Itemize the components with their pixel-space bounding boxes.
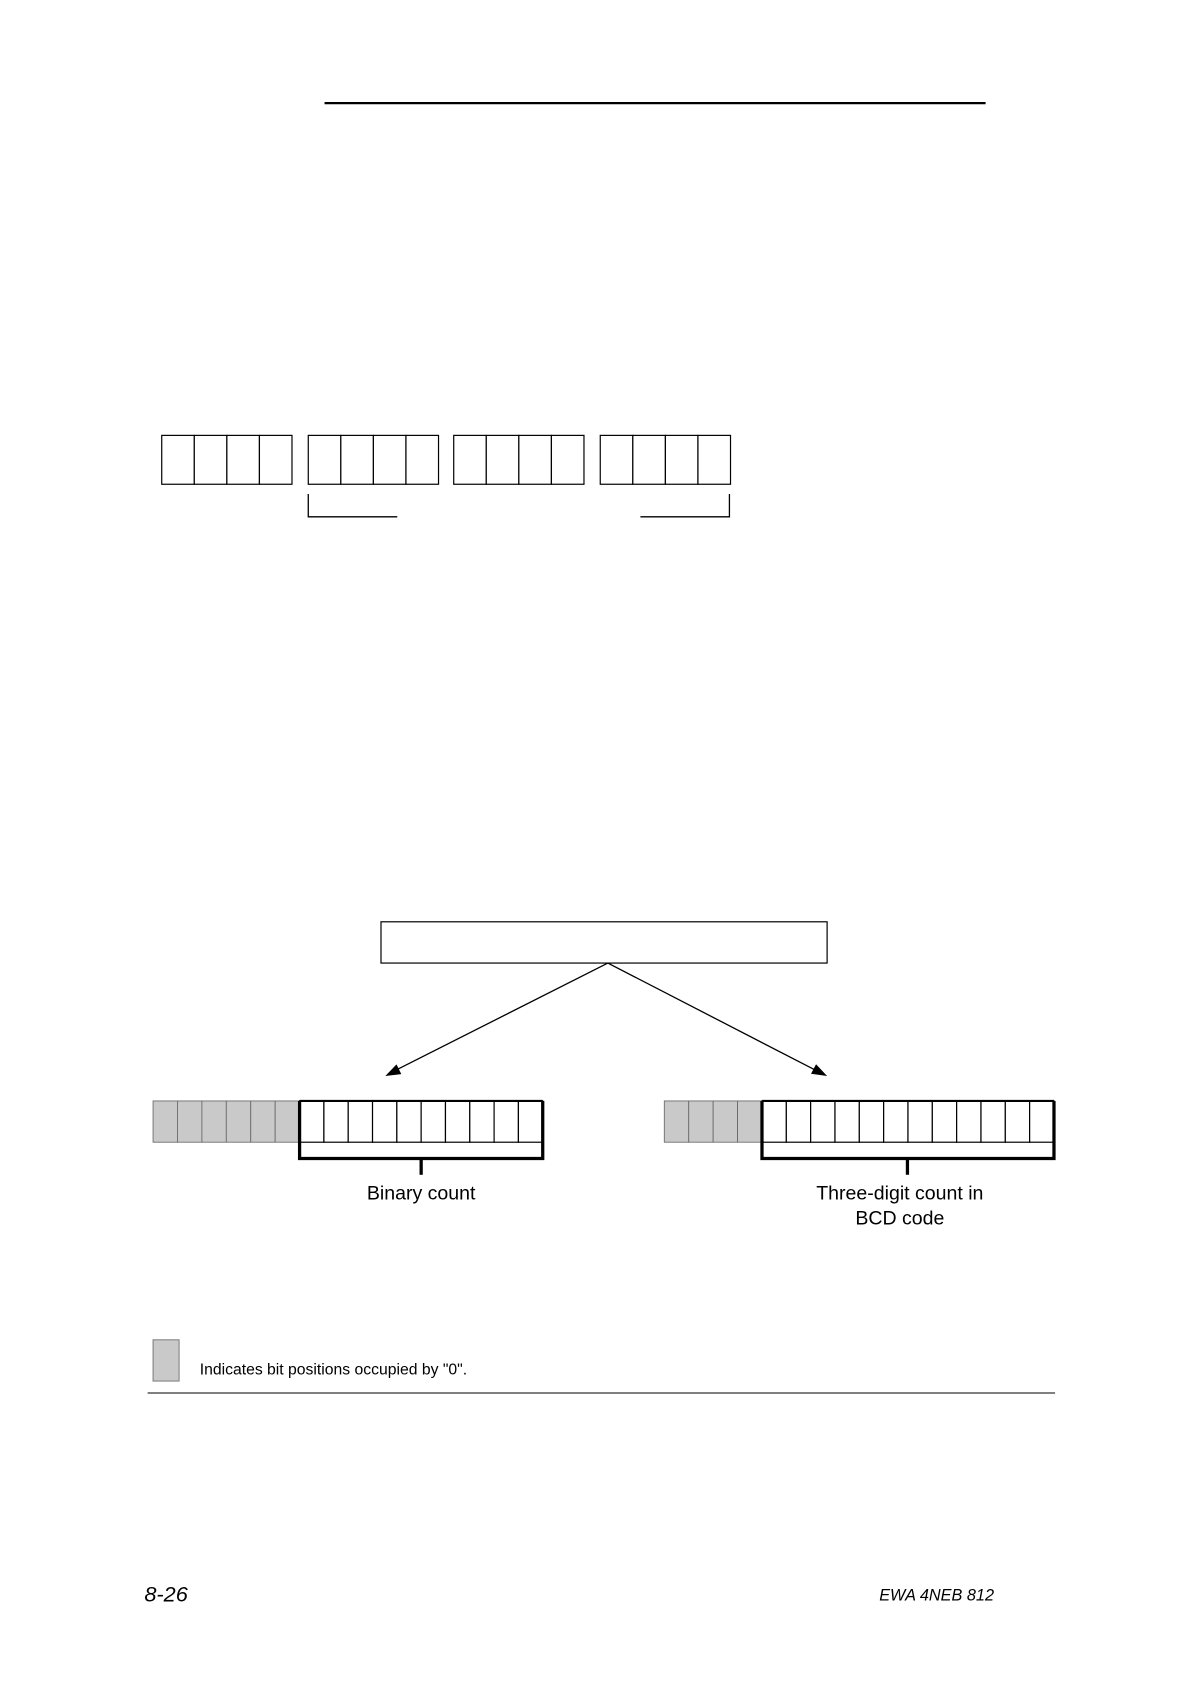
binary-zero-bit-cell — [153, 1101, 177, 1142]
bcd-value-bit-cell — [932, 1101, 956, 1142]
bcd-register — [664, 1101, 1054, 1142]
bcd-value-bit-cell — [1005, 1101, 1029, 1142]
legend-text: Indicates bit positions occupied by "0". — [199, 1361, 468, 1379]
bcd-value-bit-cell — [884, 1101, 908, 1142]
binary-value-bit-cell — [300, 1101, 324, 1142]
legend-zero-swatch — [153, 1340, 179, 1381]
binary-register — [153, 1101, 543, 1142]
binary-value-bit-cell — [470, 1101, 494, 1142]
top-word-bit-cell — [551, 435, 584, 484]
top-word-bit-cell — [162, 435, 195, 484]
bcd-value-bit-cell — [811, 1101, 835, 1142]
top-word-bit-cell — [406, 435, 439, 484]
binary-zero-bit-cell — [251, 1101, 275, 1142]
bcd-value-bit-cell — [786, 1101, 810, 1142]
binary-value-bit-cell — [518, 1101, 542, 1142]
source-word-box — [381, 922, 827, 963]
arrow-to-binary-head — [385, 1064, 401, 1076]
binary-value-bit-cell — [494, 1101, 518, 1142]
binary-value-bit-cell — [421, 1101, 445, 1142]
document-id: EWA 4NEB 812 — [879, 1586, 995, 1605]
top-word-bit-cell — [227, 435, 260, 484]
arrow-to-binary-line — [397, 963, 608, 1069]
bcd-value-bit-cell — [981, 1101, 1005, 1142]
binary-value-bit-cell — [373, 1101, 397, 1142]
bcd-value-bit-cell — [762, 1101, 786, 1142]
top-word-bit-cell — [633, 435, 666, 484]
binary-count-label: Binary count — [366, 1182, 476, 1205]
binary-value-bit-cell — [348, 1101, 372, 1142]
bcd-value-bit-cell — [957, 1101, 981, 1142]
arrow-to-bcd-line — [608, 963, 814, 1069]
binary-zero-bit-cell — [177, 1101, 201, 1142]
bcd-value-bit-cell — [908, 1101, 932, 1142]
top-word-bit-cell — [600, 435, 633, 484]
bcd-zero-bit-cell — [713, 1101, 737, 1142]
top-word-bit-cell — [486, 435, 519, 484]
bcd-zero-bit-cell — [689, 1101, 713, 1142]
top-word-bit-cell — [698, 435, 731, 484]
binary-value-bit-cell — [397, 1101, 421, 1142]
binary-value-bit-cell — [445, 1101, 469, 1142]
bcd-zero-bit-cell — [664, 1101, 688, 1142]
top-word-bit-cell — [373, 435, 406, 484]
top-word-bit-cell — [308, 435, 341, 484]
bcd-value-bit-cell — [835, 1101, 859, 1142]
top-word-bit-cell — [341, 435, 374, 484]
bcd-value-bit-cell — [1030, 1101, 1054, 1142]
binary-zero-bit-cell — [275, 1101, 299, 1142]
binary-zero-bit-cell — [226, 1101, 250, 1142]
top-word-bit-cell — [259, 435, 292, 484]
bcd-value-bit-cell — [859, 1101, 883, 1142]
right-bracket — [640, 494, 729, 517]
top-word-bit-cell — [194, 435, 227, 484]
bcd-zero-bit-cell — [738, 1101, 762, 1142]
binary-zero-bit-cell — [202, 1101, 226, 1142]
top-word-bit-cell — [519, 435, 552, 484]
bcd-count-label-line2: BCD code — [855, 1207, 945, 1230]
top-word-bit-cell — [665, 435, 698, 484]
top-word-register — [162, 435, 731, 484]
top-word-bit-cell — [454, 435, 487, 484]
left-bracket — [308, 494, 397, 517]
page-number: 8-26 — [144, 1581, 188, 1607]
bcd-count-label-line1: Three-digit count in — [816, 1182, 984, 1205]
arrow-to-bcd-head — [811, 1064, 827, 1076]
binary-value-bit-cell — [324, 1101, 348, 1142]
